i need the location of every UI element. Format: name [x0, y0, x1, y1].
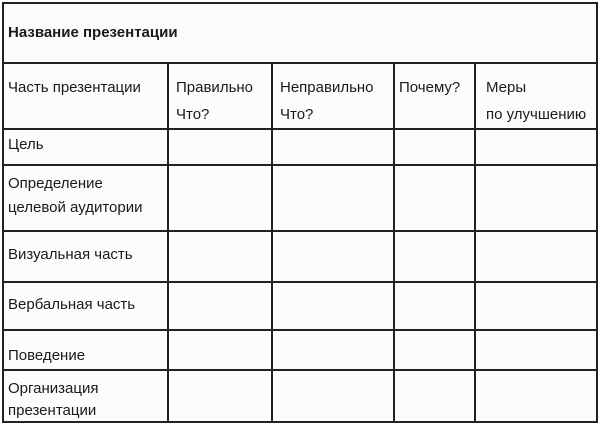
column-divider	[167, 64, 169, 421]
row-divider	[4, 329, 596, 331]
header-incorrect: Неправильно	[280, 79, 374, 96]
row-label-organization: Организация	[8, 380, 99, 397]
column-divider	[393, 64, 395, 421]
row-divider	[4, 128, 596, 130]
row-divider	[4, 230, 596, 232]
column-divider	[474, 64, 476, 421]
row-divider	[4, 62, 596, 64]
header-incorrect-what: Что?	[280, 106, 314, 123]
row-label-audience-2: целевой аудитории	[8, 199, 143, 216]
header-measures: Меры	[486, 79, 527, 96]
column-divider	[271, 64, 273, 421]
header-measures-improvement: по улучшению	[486, 106, 587, 123]
presentation-title: Название презентации	[8, 24, 178, 41]
header-why: Почему?	[399, 79, 461, 96]
row-label-verbal: Вербальная часть	[8, 296, 136, 313]
row-label-audience: Определение	[8, 175, 103, 192]
row-divider	[4, 369, 596, 371]
header-part: Часть презентации	[8, 79, 141, 96]
header-correct: Правильно	[176, 79, 254, 96]
row-label-organization-2: презентации	[8, 402, 97, 419]
row-label-behavior: Поведение	[8, 347, 86, 364]
row-divider	[4, 164, 596, 166]
row-label-goal: Цель	[8, 136, 44, 153]
header-correct-what: Что?	[176, 106, 210, 123]
presentation-evaluation-table	[2, 2, 598, 423]
row-divider	[4, 281, 596, 283]
row-label-visual: Визуальная часть	[8, 246, 133, 263]
